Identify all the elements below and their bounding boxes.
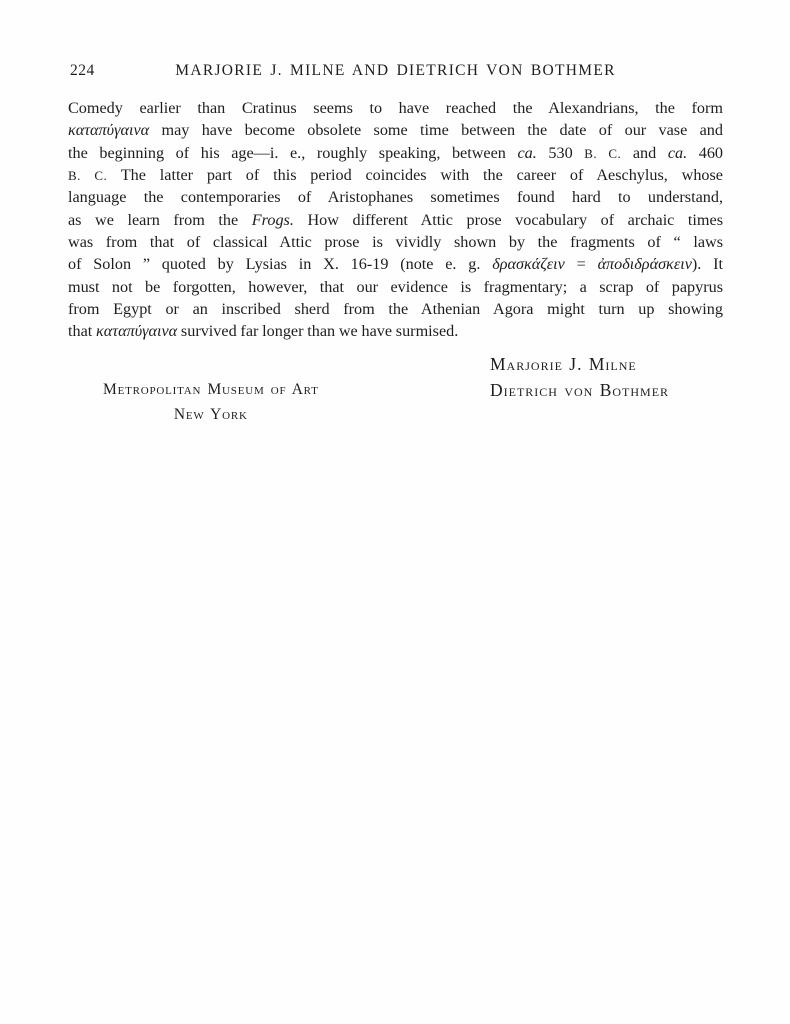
plain-text: and — [621, 143, 668, 162]
running-title: MARJORIE J. MILNE AND DIETRICH VON BOTHMER — [175, 62, 616, 79]
affiliation-city: New York — [173, 405, 248, 423]
body-line — [68, 253, 723, 275]
italic-text: ca. — [517, 143, 537, 162]
plain-text: the beginning of his age—i. e., roughly speaking, between — [68, 143, 518, 162]
italic-text: καταπύγαινα — [68, 121, 150, 140]
italic-text: ca. — [667, 143, 688, 162]
author-name: Marjorie J. Milne — [490, 354, 637, 374]
plain-text: may have become obsolete some time between the date of our vase and — [149, 121, 723, 140]
body-line — [68, 231, 723, 253]
body-line — [68, 97, 723, 119]
italic-text: δρασκάζειν — [492, 255, 565, 274]
body-paragraph — [68, 97, 723, 343]
body-line — [68, 209, 723, 231]
author-name: Dietrich von Bothmer — [490, 379, 670, 400]
body-line — [68, 119, 723, 141]
body-line — [68, 142, 723, 164]
body-line — [68, 320, 723, 342]
plain-text: How different Attic prose vocabulary of archaic times — [293, 210, 723, 229]
plain-text: Comedy earlier than Cratinus seems to have reached the Alexandrians, the form — [68, 99, 723, 117]
body-line — [68, 186, 723, 208]
italic-text: καταπύγαινα — [96, 322, 178, 341]
plain-text: 530 — [536, 143, 585, 162]
body-line — [68, 298, 723, 320]
plain-text: survived far longer than we have surmised. — [177, 322, 459, 341]
italic-text: ἀποδιδράσκειν — [597, 255, 692, 274]
page-number: 224 — [70, 62, 95, 79]
plain-text: that — [68, 322, 97, 341]
author-signatures — [490, 352, 669, 403]
plain-text: 460 — [687, 143, 723, 162]
smallcaps-text: B. C. — [584, 145, 622, 161]
running-header — [68, 62, 723, 82]
plain-text: language the contemporaries of Aristophanes sometimes found hard to understand, — [68, 188, 723, 207]
plain-text: The latter part of this period coincides with the career of Aeschylus, whose — [107, 166, 723, 185]
plain-text: as we learn from the — [68, 210, 252, 229]
plain-text: from Egypt or an inscribed sherd from the Athenian Agora might turn up showing — [68, 300, 723, 319]
plain-text: of Solon ” quoted by Lysias in X. 16-19 (note e. g. — [68, 255, 493, 274]
body-line — [68, 276, 723, 298]
smallcaps-text: B. C. — [68, 168, 108, 184]
italic-text: Frogs. — [251, 210, 294, 229]
affiliation-block — [103, 378, 319, 427]
plain-text: must not be forgotten, however, that our evidence is fragmentary; a scrap of papyrus — [68, 277, 723, 296]
plain-text: ). It — [691, 255, 723, 274]
plain-text: was from that of classical Attic prose is vividly shown by the fragments of “ laws — [68, 233, 723, 252]
body-line — [68, 164, 723, 186]
plain-text: = — [564, 255, 598, 274]
affiliation-name: Metropolitan Museum of Art — [103, 381, 319, 398]
